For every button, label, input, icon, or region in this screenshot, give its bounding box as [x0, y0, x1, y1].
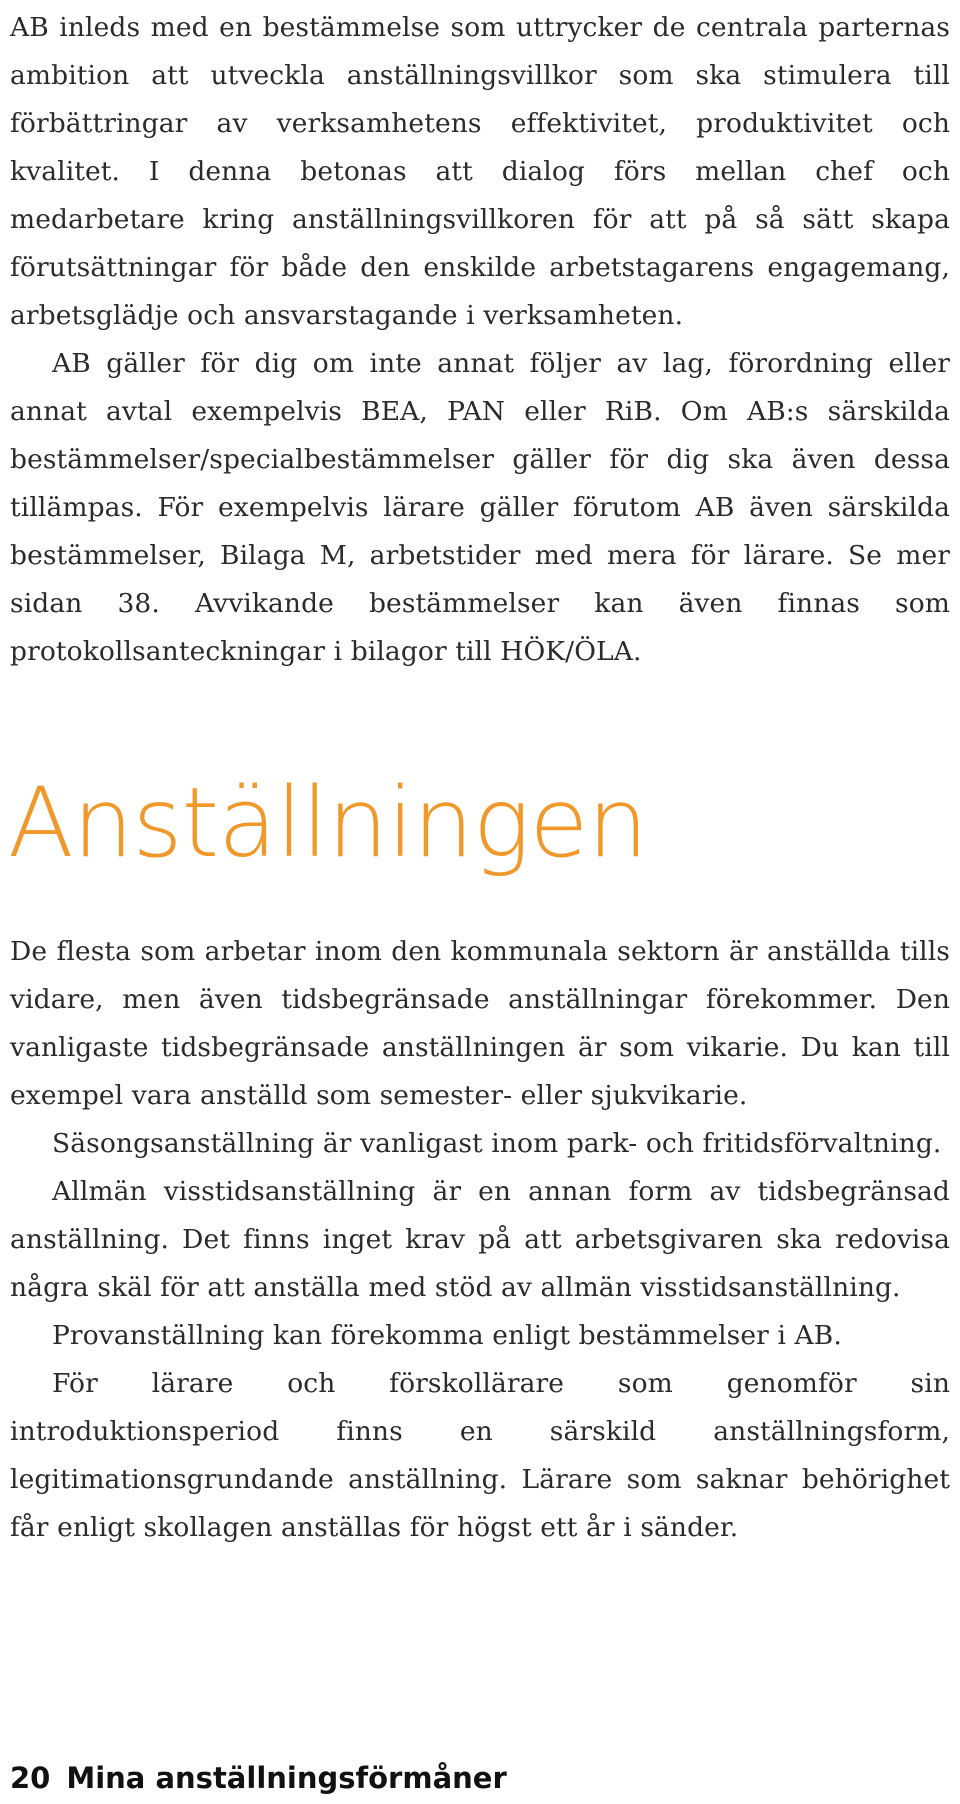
intro-paragraph-1: AB inleds med en bestämmelse som uttrycker de centrala parternas ambition att utveckla anställningsvillkor som ska stimulera till förbättringar av verksamhetens effektivitet, produktivitet och kvalitet. I denna betonas att dialog förs mellan chef och medarbetare kring anställningsvillkoren för att på så sätt skapa förutsättningar för både den enskilde arbetstagarens engagemang, arbetsglädje och ansvarstagande i verksamheten. [10, 12, 950, 331]
employment-paragraph-1: De flesta som arbetar inom den kommunala sektorn är anställda tills vidare, men även tidsbegränsade anställningar förekommer. Den vanligaste tidsbegränsade anställningen är som vikarie. Du kan till exempel vara anställd som semester- eller sjukvikarie. [10, 936, 950, 1111]
employment-paragraph-2: Säsongsanställning är vanligast inom park- och fritidsförvaltning. [52, 1128, 942, 1159]
employment-paragraph-5: För lärare och förskollärare som genomför sin introduktionsperiod finns en särskild anställningsform, legitimationsgrundande anställning. Lärare som saknar behörighet får enligt skollagen anställas för högst ett år i sänder. [10, 1368, 950, 1543]
section-heading: Anställningen [8, 767, 648, 879]
page-footer [10, 1758, 507, 1798]
publication-title: Mina anställningsförmåner [66, 1761, 507, 1795]
employment-paragraph-3: Allmän visstidsanställning är en annan form av tidsbegränsad anställning. Det finns inget krav på att arbetsgivaren ska redovisa några skäl för att anställa med stöd av allmän visstidsanställning. [10, 1176, 950, 1303]
employment-paragraph-4: Provanställning kan förekomma enligt bestämmelser i AB. [52, 1320, 842, 1351]
page-number: 20 [10, 1761, 51, 1795]
intro-section [10, 4, 950, 676]
intro-paragraph-2: AB gäller för dig om inte annat följer av lag, förordning eller annat avtal exempelvis BEA, PAN eller RiB. Om AB:s särskilda bestämmelser/specialbestämmelser gäller för dig ska även dessa tillämpas. För exempelvis lärare gäller förutom AB även särskilda bestämmelser, Bilaga M, arbetstider med mera för lärare. Se mer sidan 38. Avvikande bestämmelser kan även finnas som protokollsanteckningar i bilagor till HÖK/ÖLA. [10, 348, 950, 667]
employment-section [10, 928, 950, 1552]
